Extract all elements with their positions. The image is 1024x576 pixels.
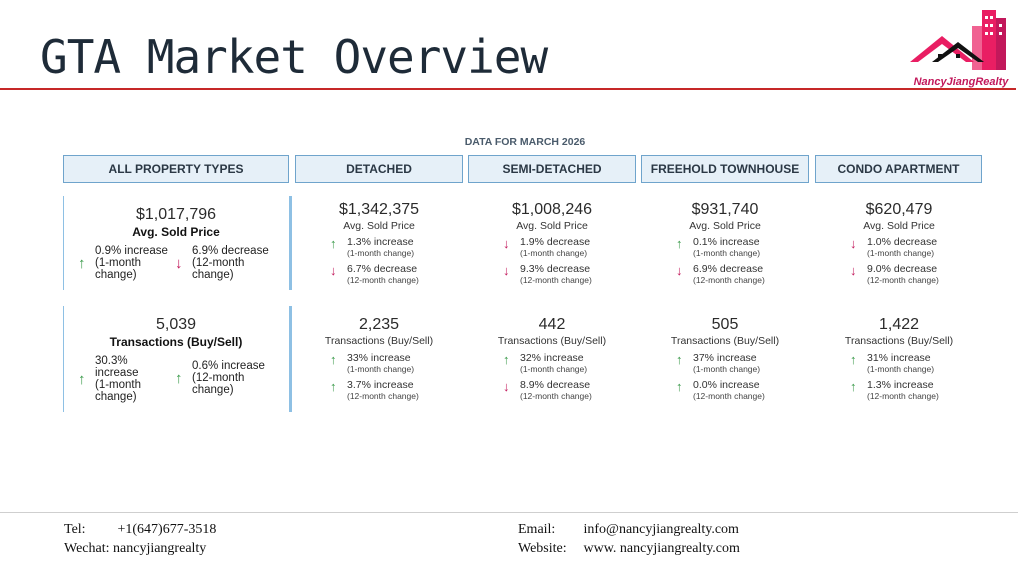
- semi-detached-transactions-block: [468, 316, 636, 347]
- all-price-block: [63, 206, 289, 239]
- arrow-down-icon: ↓: [676, 263, 683, 278]
- change-text: 3.7% increase: [347, 379, 414, 391]
- detached-trans-change-1m: [330, 353, 414, 374]
- change-text: 6.7% decrease: [347, 263, 418, 275]
- change-period: (12-month change): [347, 391, 419, 401]
- all-transactions-label: Transactions (Buy/Sell): [109, 335, 243, 349]
- website-label: Website:: [518, 541, 567, 556]
- detached-transactions-label: Transactions (Buy/Sell): [324, 335, 434, 347]
- change-period: (12-month: [192, 257, 245, 269]
- change-text: 37% increase: [693, 352, 757, 364]
- all-avg-price: $1,017,796: [135, 206, 217, 223]
- change-period: (1-month change): [867, 248, 935, 258]
- change-period-suffix: change): [95, 269, 137, 281]
- change-period: (12-month change): [347, 275, 419, 285]
- arrow-up-icon: ↑: [330, 236, 337, 251]
- all-transactions: 5,039: [155, 316, 197, 333]
- condo-apartment-trans-change-12m: [850, 380, 939, 401]
- arrow-down-icon: ↓: [330, 263, 337, 278]
- change-text: 0.0% increase: [693, 379, 760, 391]
- detached-price-change-1m: [330, 237, 414, 258]
- wechat-value: nancyjiangrealty: [113, 541, 207, 556]
- condo-apartment-price-change-12m: [850, 264, 939, 285]
- arrow-up-icon: ↑: [78, 370, 86, 388]
- detached-price-value: $1,342,375: [338, 201, 420, 218]
- condo-apartment-price-block: [815, 201, 983, 232]
- change-period: (12-month change): [693, 391, 765, 401]
- change-pct: 6.9% decrease: [192, 245, 269, 257]
- change-period-suffix: change): [95, 391, 137, 403]
- change-text: 1.3% increase: [867, 379, 934, 391]
- email-label: Email:: [518, 522, 556, 537]
- semi-detached-trans-change-12m: [503, 380, 592, 401]
- semi-detached-transactions-value: 442: [538, 316, 566, 333]
- change-text: 33% increase: [347, 352, 411, 364]
- phone-value[interactable]: +1(647)677-3518: [117, 522, 217, 537]
- freehold-townhouse-price-change-12m: [676, 264, 765, 285]
- change-direction: increase: [95, 367, 139, 379]
- change-text: 1.3% increase: [347, 236, 414, 248]
- freehold-townhouse-transactions-value: 505: [711, 316, 739, 333]
- arrow-up-icon: ↑: [503, 352, 510, 367]
- header-detached: DETACHED: [295, 155, 463, 183]
- arrow-up-icon: ↑: [175, 369, 183, 387]
- detached-transactions-value: 2,235: [358, 316, 400, 333]
- all-trans-change-1m: [78, 355, 141, 403]
- divider-price: [289, 196, 292, 290]
- header-freehold-townhouse: FREEHOLD TOWNHOUSE: [641, 155, 809, 183]
- change-period-suffix: change): [192, 269, 234, 281]
- brand-name: NancyJiangRealty: [913, 76, 1009, 88]
- change-pct: 0.6% increase: [192, 360, 265, 372]
- footer-phone: [64, 522, 216, 538]
- change-pct: 30.3%: [95, 355, 128, 367]
- change-period: (12-month: [192, 372, 245, 384]
- change-text: 9.0% decrease: [867, 263, 938, 275]
- change-period: (1-month change): [347, 364, 415, 374]
- all-trans-block: [63, 316, 289, 349]
- arrow-down-icon: ↓: [850, 236, 857, 251]
- title-divider: [0, 88, 1016, 90]
- header-condo-apartment: CONDO APARTMENT: [815, 155, 982, 183]
- arrow-up-icon: ↑: [330, 352, 337, 367]
- footer-email: [518, 522, 739, 538]
- change-period: (12-month change): [867, 275, 939, 285]
- arrow-down-icon: ↓: [503, 236, 510, 251]
- change-period: (1-month change): [693, 248, 761, 258]
- freehold-townhouse-price-block: [641, 201, 809, 232]
- semi-detached-price-label: Avg. Sold Price: [516, 220, 588, 232]
- detached-trans-change-12m: [330, 380, 419, 401]
- change-text: 0.1% increase: [693, 236, 760, 248]
- detached-price-change-12m: [330, 264, 419, 285]
- change-period: (1-month change): [520, 248, 588, 258]
- arrow-down-icon: ↓: [503, 263, 510, 278]
- all-avg-price-label: Avg. Sold Price: [132, 225, 220, 239]
- page-title: GTA Market Overview: [40, 30, 548, 84]
- arrow-up-icon: ↑: [676, 379, 683, 394]
- change-period: (12-month change): [693, 275, 765, 285]
- brand-logo: [902, 4, 1020, 90]
- arrow-down-icon: ↓: [503, 379, 510, 394]
- header-semi-detached: SEMI-DETACHED: [468, 155, 636, 183]
- footer-wechat: [64, 541, 206, 557]
- change-text: 31% increase: [867, 352, 931, 364]
- condo-apartment-transactions-block: [815, 316, 983, 347]
- arrow-up-icon: ↑: [850, 352, 857, 367]
- semi-detached-transactions-label: Transactions (Buy/Sell): [497, 335, 607, 347]
- change-period: (1-month change): [520, 364, 588, 374]
- arrow-down-icon: ↓: [175, 254, 183, 272]
- change-text: 6.9% decrease: [693, 263, 764, 275]
- change-text: 32% increase: [520, 352, 584, 364]
- change-period: (12-month change): [520, 275, 592, 285]
- detached-price-block: [295, 201, 463, 232]
- change-period: (1-month: [95, 257, 142, 269]
- arrow-up-icon: ↑: [78, 254, 86, 272]
- change-pct: 0.9% increase: [95, 245, 168, 257]
- condo-apartment-price-label: Avg. Sold Price: [863, 220, 935, 232]
- condo-apartment-trans-change-1m: [850, 353, 934, 374]
- all-price-change-12m: [175, 245, 269, 281]
- freehold-townhouse-transactions-label: Transactions (Buy/Sell): [670, 335, 780, 347]
- change-period-suffix: change): [192, 384, 234, 396]
- change-period: (12-month change): [520, 391, 592, 401]
- all-trans-change-12m: [175, 360, 265, 396]
- wechat-label: Wechat:: [64, 541, 110, 556]
- arrow-up-icon: ↑: [330, 379, 337, 394]
- condo-apartment-price-change-1m: [850, 237, 937, 258]
- freehold-townhouse-price-label: Avg. Sold Price: [689, 220, 761, 232]
- condo-apartment-price-value: $620,479: [865, 201, 933, 218]
- change-period: (1-month: [95, 379, 142, 391]
- footer-website: [518, 541, 740, 557]
- semi-detached-trans-change-1m: [503, 353, 587, 374]
- change-period: (1-month change): [867, 364, 935, 374]
- semi-detached-price-change-12m: [503, 264, 592, 285]
- change-text: 1.0% decrease: [867, 236, 938, 248]
- freehold-townhouse-price-change-1m: [676, 237, 760, 258]
- change-text: 8.9% decrease: [520, 379, 591, 391]
- condo-apartment-transactions-value: 1,422: [878, 316, 920, 333]
- freehold-townhouse-transactions-block: [641, 316, 809, 347]
- freehold-townhouse-trans-change-1m: [676, 353, 760, 374]
- house-logo-icon: [902, 4, 1020, 76]
- header-all-property-types: ALL PROPERTY TYPES: [63, 155, 289, 183]
- website-link[interactable]: www. nancyjiangrealty.com: [583, 541, 740, 556]
- freehold-townhouse-trans-change-12m: [676, 380, 765, 401]
- arrow-up-icon: ↑: [676, 352, 683, 367]
- change-text: 1.9% decrease: [520, 236, 591, 248]
- condo-apartment-transactions-label: Transactions (Buy/Sell): [844, 335, 954, 347]
- all-price-change-1m: [78, 245, 168, 281]
- semi-detached-price-block: [468, 201, 636, 232]
- semi-detached-price-change-1m: [503, 237, 590, 258]
- phone-label: Tel:: [64, 522, 86, 537]
- change-period: (1-month change): [347, 248, 415, 258]
- email-link[interactable]: info@nancyjiangrealty.com: [583, 522, 739, 537]
- change-text: 9.3% decrease: [520, 263, 591, 275]
- footer-divider: [0, 512, 1018, 513]
- change-period: (1-month change): [693, 364, 761, 374]
- semi-detached-price-value: $1,008,246: [511, 201, 593, 218]
- arrow-down-icon: ↓: [850, 263, 857, 278]
- arrow-up-icon: ↑: [676, 236, 683, 251]
- change-period: (12-month change): [867, 391, 939, 401]
- freehold-townhouse-price-value: $931,740: [691, 201, 759, 218]
- divider-transactions: [289, 306, 292, 412]
- detached-transactions-block: [295, 316, 463, 347]
- detached-price-label: Avg. Sold Price: [343, 220, 415, 232]
- data-period-label: DATA FOR MARCH 2026: [464, 136, 586, 148]
- arrow-up-icon: ↑: [850, 379, 857, 394]
